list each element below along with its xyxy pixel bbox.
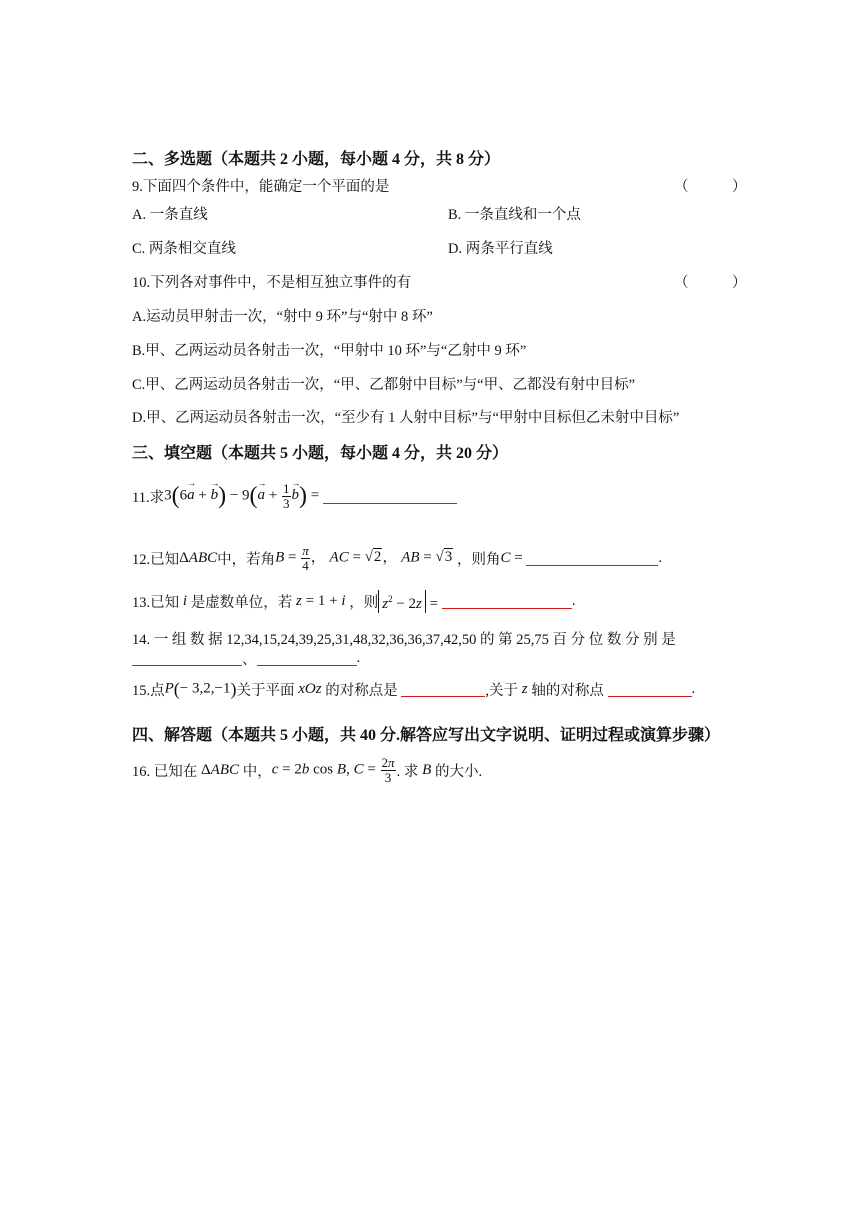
q13-prefix: 13.已知 xyxy=(132,594,180,611)
q10-option-c: C.甲、乙两运动员各射击一次，“甲、乙都射中目标”与“甲、乙都没有射中目标” xyxy=(132,377,636,393)
q16-mid1: 中， xyxy=(242,763,272,780)
q14-separator: 、 xyxy=(242,652,257,668)
q9-option-c: C. 两条相交直线 xyxy=(132,241,236,257)
q14-blank-25th[interactable] xyxy=(132,651,242,666)
q10-option-d: D.甲、乙两运动员各射击一次，“至少有 1 人射中目标”与“甲射中目标但乙未射中目标” xyxy=(132,410,680,426)
q15-mid2: 的对称点是 xyxy=(325,682,398,699)
q9-option-d: D. 两条平行直线 xyxy=(448,241,553,257)
q10-answer-paren: （ ） xyxy=(674,275,747,291)
section-multi-choice-heading: 二、多选题（本题共 2 小题，每小题 4 分，共 8 分） xyxy=(132,151,501,168)
q15-blank-z-axis[interactable] xyxy=(608,682,692,697)
q9-option-b: B. 一条直线和一个点 xyxy=(448,207,581,223)
q14-blank-75th[interactable] xyxy=(257,651,357,666)
q11-answer-blank[interactable] xyxy=(323,489,457,504)
q12-prefix: 12.已知 xyxy=(132,551,180,568)
q15: 15.点 P(− 3,2,−1) 关于平面 xOz 的对称点是 ,关于 z 轴的对称点 . xyxy=(132,679,696,699)
q15-prefix: 15.点 xyxy=(132,682,165,699)
q16-mid3: 的大小. xyxy=(434,763,483,780)
q9-option-a: A. 一条直线 xyxy=(132,207,208,223)
q13-mid1: 是虚数单位，若 xyxy=(190,594,293,611)
section-answer-heading: 四、解答题（本题共 5 小题，共 40 分.解答应写出文字说明、证明过程或演算步骤） xyxy=(132,727,721,744)
q9-answer-paren: （ ） xyxy=(674,179,747,195)
q12-answer-blank[interactable] xyxy=(526,551,658,566)
q15-mid3: ,关于 xyxy=(485,682,519,699)
q16-mid2: . 求 xyxy=(396,763,419,780)
q12-mid1: 中，若角 xyxy=(217,551,276,568)
q14-text: 14. 一 组 数 据 12,34,15,24,39,25,31,48,32,36,36,37,42,50 的 第 25,75 百 分 位 数 分 别 是 xyxy=(132,632,676,648)
q12-mid2: ，则角 xyxy=(456,551,501,568)
q12: 12.已知 ΔABC 中，若角 B = $\frac{\pi}{4}$ ， AC = √2， AB = √3 ，则角 C = . xyxy=(132,542,663,573)
q13-answer-blank[interactable] xyxy=(442,594,572,609)
q13-mid2: ，则 xyxy=(349,594,379,611)
q11-formula: 3(6→ a + → b) − 9(→ a + $\frac{1}{3}$ → b) = xyxy=(164,482,323,510)
q10-option-a: A.运动员甲射击一次，“射中 9 环”与“射中 8 环” xyxy=(132,309,433,325)
q11 xyxy=(132,474,457,518)
q10-option-b: B.甲、乙两运动员各射击一次，“甲射中 10 环”与“乙射中 9 环” xyxy=(132,343,527,359)
q16-prefix: 16. 已知在 xyxy=(132,763,198,780)
q15-blank-xoz[interactable] xyxy=(401,682,485,697)
q14-answers: 、 . xyxy=(132,648,360,669)
q11-prefix: 11.求 xyxy=(132,489,165,506)
q10-stem: 10.下列各对事件中，不是相互独立事件的有 xyxy=(132,275,412,291)
q15-mid1: 关于平面 xyxy=(236,682,295,699)
q16: 16. 已知在 ΔABC 中， c = 2b cos B, C = $\frac{2\pi}{3}$ . 求 B 的大小. xyxy=(132,754,483,785)
q9-stem: 9.下面四个条件中，能确定一个平面的是 xyxy=(132,179,390,195)
q13: 13.已知 i 是虚数单位，若 z = 1 + i ，则 $z^2 - 2z$ = . xyxy=(132,589,575,613)
section-fill-blank-heading: 三、填空题（本题共 5 小题，每小题 4 分，共 20 分） xyxy=(132,445,509,462)
q15-mid4: 轴的对称点 xyxy=(531,682,604,699)
